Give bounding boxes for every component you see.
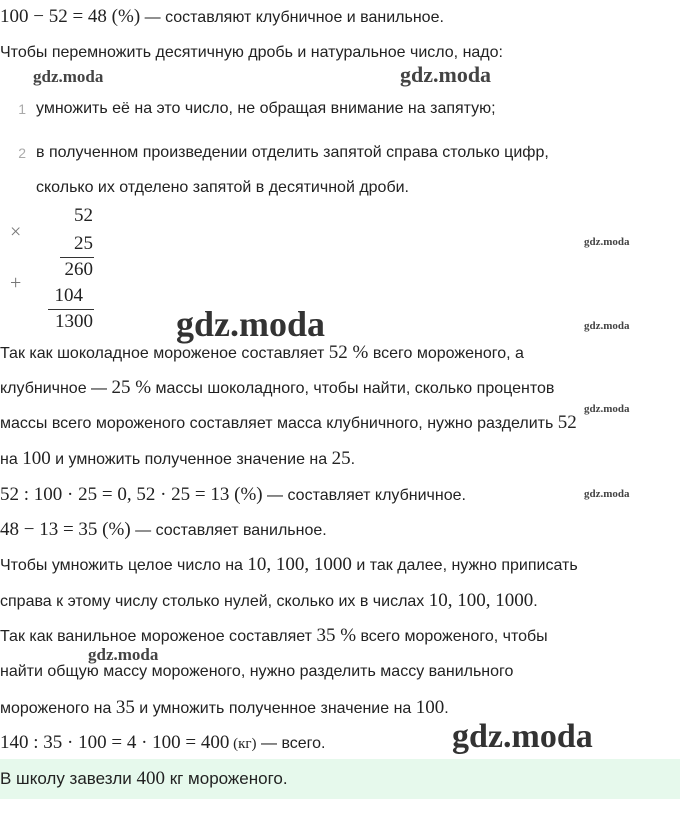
rule-heading: Чтобы перемножить десятичную дробь и натуральное число, надо: xyxy=(0,44,503,61)
math-value: 100 xyxy=(22,448,51,469)
explanation-line xyxy=(0,625,548,648)
line-text: — составляют клубничное и ванильное. xyxy=(140,9,444,26)
text: Чтобы умножить целое число на xyxy=(0,557,248,574)
text: и умножить полученное значение на xyxy=(50,451,332,468)
watermark: gdz.moda xyxy=(33,67,104,86)
math-expression: 100 − 52 = 48 (%) xyxy=(0,6,141,27)
line-text: — составляет клубничное. xyxy=(262,487,466,504)
text: . xyxy=(533,593,538,610)
line-text: — всего. xyxy=(256,735,326,752)
answer-text xyxy=(0,768,288,790)
explanation-line xyxy=(0,554,578,577)
explanation-line xyxy=(0,412,577,435)
math-value: 10, 100, 1000 xyxy=(247,554,352,575)
math-value: 400 xyxy=(136,768,165,789)
math-expression: 52 : 100 · 25 = 0, 52 · 25 = 13 (%) xyxy=(0,484,263,505)
text: массы всего мороженого составляет масса клубничного, нужно разделить xyxy=(0,415,558,432)
math-value: 25 % xyxy=(111,377,152,398)
step-2-text-cont: сколько их отделено запятой в десятичной дроби. xyxy=(36,179,409,196)
step-2-text: в полученном произведении отделить запятой справа столько цифр, xyxy=(36,144,549,161)
explanation-line xyxy=(0,377,554,400)
step-number: 1 xyxy=(18,101,26,117)
text: всего мороженого, а xyxy=(368,345,524,362)
text: на xyxy=(0,451,23,468)
explanation-line xyxy=(0,697,449,720)
watermark: gdz.moda xyxy=(584,236,630,248)
math-expression: 48 − 13 = 35 (%) xyxy=(0,519,131,540)
text: Так как шоколадное мороженое составляет xyxy=(0,345,329,362)
math-expression: 140 : 35 · 100 = 4 · 100 = 400 xyxy=(0,732,230,753)
text: массы шоколадного, чтобы найти, сколько процентов xyxy=(151,380,555,397)
watermark: gdz.moda xyxy=(88,645,159,664)
divider-line xyxy=(60,257,94,258)
math-value: 35 xyxy=(115,697,135,718)
math-value: 100 xyxy=(415,697,445,718)
step-1-text: умножить её на это число, не обращая внимание на запятую; xyxy=(36,100,496,117)
watermark: gdz.moda xyxy=(584,320,630,332)
calc-line-1 xyxy=(0,6,444,29)
watermark: gdz.moda xyxy=(584,488,630,500)
calc-line-3 xyxy=(0,519,327,542)
multiplier: 25 xyxy=(74,233,93,254)
math-value: 25 xyxy=(331,448,351,469)
math-value: 52 % xyxy=(328,342,369,363)
line-text: — составляет ванильное. xyxy=(130,522,327,539)
math-value: 35 % xyxy=(316,625,357,646)
text: кг мороженого. xyxy=(164,769,288,788)
explanation-line: найти общую массу мороженого, нужно разделить массу ванильного xyxy=(0,663,514,680)
times-sign: × xyxy=(10,221,22,243)
product-result: 1300 xyxy=(55,311,93,332)
text: мороженого на xyxy=(0,700,116,717)
text: всего мороженого, чтобы xyxy=(356,628,548,645)
watermark: gdz.moda xyxy=(584,403,630,415)
partial-product-2: 104 xyxy=(54,285,83,306)
math-value: 52 xyxy=(557,412,577,433)
explanation-line xyxy=(0,342,524,365)
unit: (кг) xyxy=(229,736,257,752)
text: . xyxy=(350,451,356,468)
text: и так далее, нужно приписать xyxy=(351,557,578,574)
math-value: 10, 100, 1000 xyxy=(428,590,534,611)
explanation-line xyxy=(0,448,355,471)
explanation-line xyxy=(0,590,538,613)
text: . xyxy=(444,700,449,717)
calc-line-4 xyxy=(0,732,326,755)
watermark: gdz.moda xyxy=(400,62,492,87)
text: В школу завезли xyxy=(0,769,137,788)
partial-product-1: 260 xyxy=(64,259,93,280)
watermark: gdz.moda xyxy=(452,718,593,755)
calc-line-2 xyxy=(0,484,466,507)
plus-sign: + xyxy=(10,272,22,294)
watermark: gdz.moda xyxy=(176,304,326,344)
divider-line xyxy=(48,309,94,310)
text: справа к этому числу столько нулей, сколько их в числах xyxy=(0,593,429,610)
text: и умножить полученное значение на xyxy=(134,700,416,717)
text: Так как ванильное мороженое составляет xyxy=(0,628,317,645)
multiplicand: 52 xyxy=(74,205,93,226)
step-number: 2 xyxy=(18,145,26,161)
text: клубничное — xyxy=(0,380,112,397)
